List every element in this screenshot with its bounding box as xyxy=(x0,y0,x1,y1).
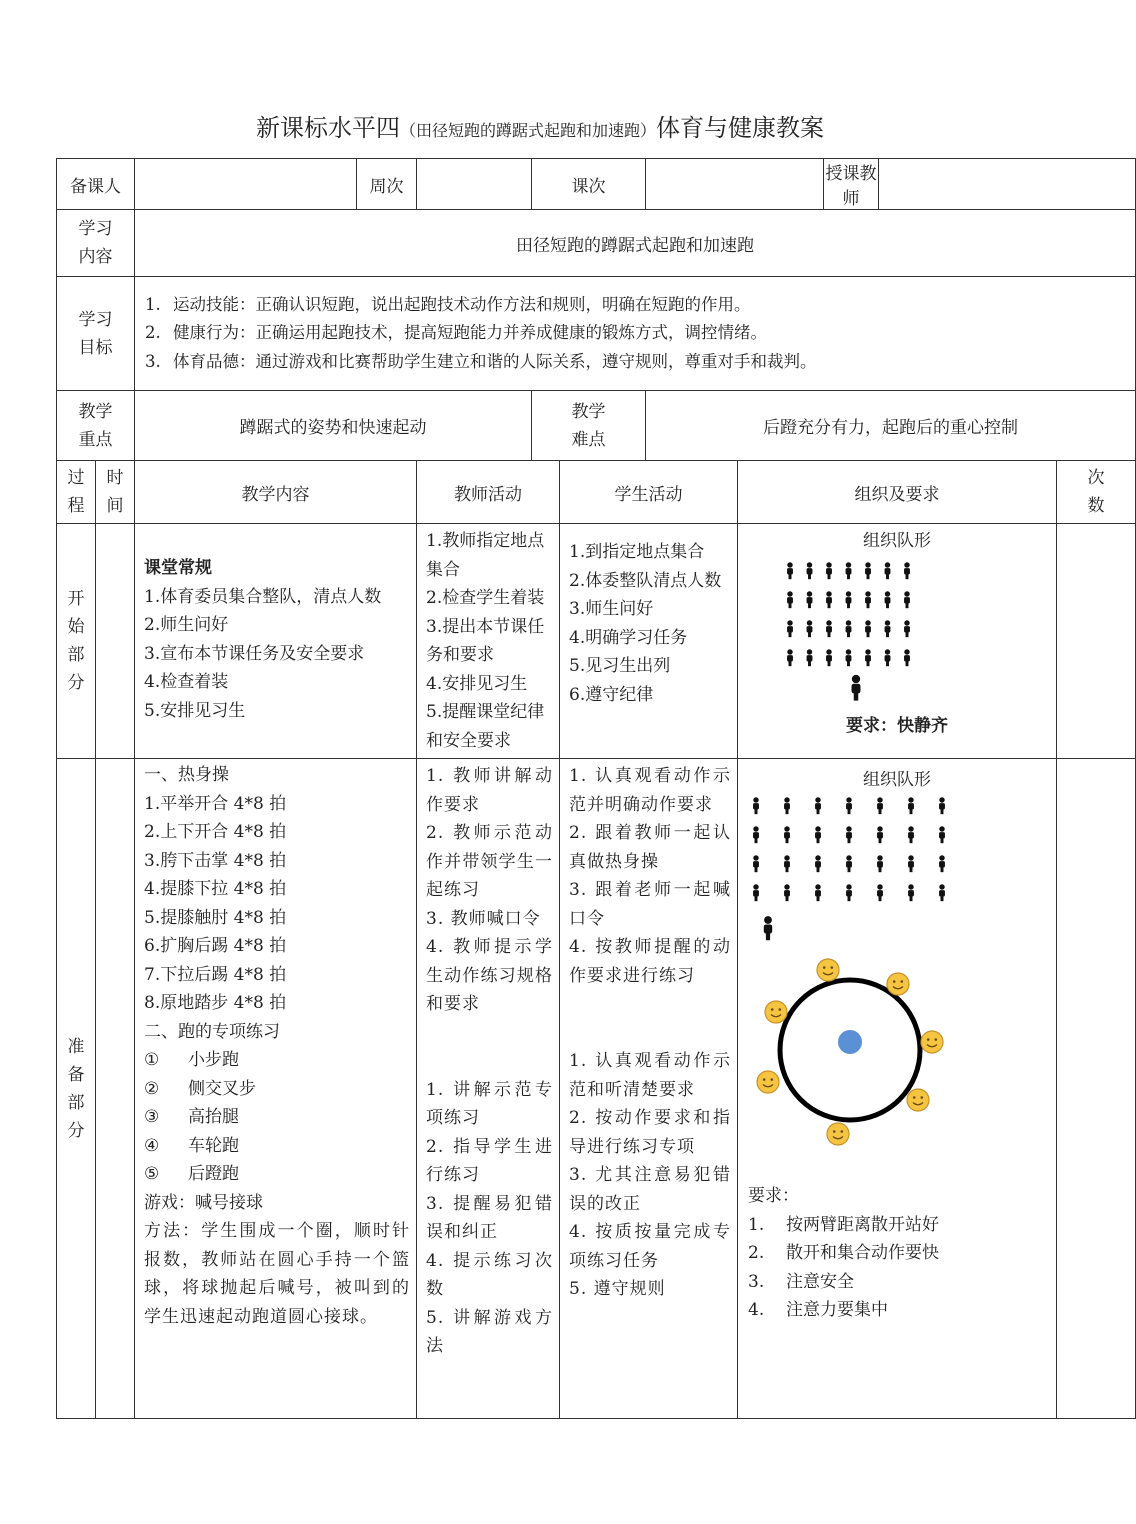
start-content-title: 课堂常规 xyxy=(144,558,212,578)
org-requirement: 要求：快静齐 xyxy=(846,716,948,736)
list-item: 3.胯下击掌 4*8 拍 xyxy=(144,850,287,871)
student-marker xyxy=(877,855,883,872)
student-marker xyxy=(784,884,790,901)
start-section-label: 开始部分 xyxy=(57,524,96,759)
student-marker xyxy=(885,620,891,637)
student-marker xyxy=(846,855,852,872)
student-marker xyxy=(815,855,821,872)
col-count: 次数 xyxy=(1057,461,1136,524)
list-item: 3.提出本节课任务和要求 xyxy=(426,616,545,665)
teacher-marker xyxy=(852,675,861,701)
list-item: 二、跑的专项练习 xyxy=(144,1021,280,1042)
title-main-right: 体育与健康教案 xyxy=(656,114,824,142)
list-item: 1. 教师讲解动作要求 xyxy=(426,766,553,815)
col-student: 学生活动 xyxy=(560,461,738,524)
requirement-item: 1. 按两臂距离散开站好 xyxy=(748,1214,939,1235)
student-marker xyxy=(787,620,793,637)
student-marker xyxy=(939,884,945,901)
student-marker xyxy=(877,797,883,814)
key-point-value: 蹲踞式的姿势和快速起动 xyxy=(135,391,532,461)
lesson-label: 课次 xyxy=(532,159,646,210)
drill-item: ① 小步跑 xyxy=(144,1050,239,1070)
list-item: 5.提膝触肘 4*8 拍 xyxy=(144,907,287,928)
list-item: 1.教师指定地点集合 xyxy=(426,531,545,580)
student-marker xyxy=(908,884,914,901)
list-item: 5.提醒课堂纪律和安全要求 xyxy=(426,702,545,751)
start-teacher-cell xyxy=(417,524,560,759)
lesson-plan-table xyxy=(56,158,1136,1419)
preparer-value xyxy=(135,159,357,210)
list-item: 2. 跟着教师一起认真做热身操 xyxy=(569,823,731,872)
student-marker xyxy=(787,649,793,666)
smiley-icon xyxy=(765,1001,787,1023)
student-marker xyxy=(904,649,910,666)
objectives-row xyxy=(57,277,1136,391)
smiley-icon xyxy=(817,959,839,981)
start-student-cell xyxy=(560,524,738,759)
list-item: 1. 讲解示范专项练习 xyxy=(426,1079,553,1128)
list-item: 1.体育委员集合整队，清点人数 xyxy=(144,586,382,607)
title-main-left: 新课标水平四 xyxy=(255,114,400,142)
preparer-label: 备课人 xyxy=(57,159,135,210)
list-item: 3. 跟着老师一起喊口令 xyxy=(569,880,731,929)
list-item: 3. 尤其注意易犯错误的改正 xyxy=(569,1165,731,1214)
student-marker xyxy=(753,826,759,843)
list-item: 2.师生问好 xyxy=(144,615,229,635)
list-item: 6.扩胸后踢 4*8 拍 xyxy=(144,936,287,956)
prep-student-cell xyxy=(560,759,738,1419)
list-item: 1. 认真观看动作示范并明确动作要求 xyxy=(569,766,731,815)
student-marker xyxy=(807,620,813,637)
org-title: 组织队形 xyxy=(863,531,931,551)
title-sub: （田径短跑的蹲踞式起跑和加速跑） xyxy=(399,121,656,140)
content-label: 学习内容 xyxy=(57,210,135,277)
list-item: 5. 讲解游戏方法 xyxy=(426,1307,553,1356)
student-marker xyxy=(753,884,759,901)
list-item: 4. 按教师提醒的动作要求进行练习 xyxy=(569,937,731,986)
list-item: 2.上下开合 4*8 拍 xyxy=(144,822,287,842)
student-marker xyxy=(753,855,759,872)
list-item: 5.见习生出列 xyxy=(569,656,671,676)
teacher-value xyxy=(879,159,1136,210)
student-marker xyxy=(787,562,793,579)
start-time-cell xyxy=(96,524,135,759)
start-section-row xyxy=(57,524,1136,759)
student-marker xyxy=(846,591,852,608)
requirement-item: 3. 注意安全 xyxy=(748,1271,854,1292)
teacher-label: 授课教师 xyxy=(824,159,879,210)
student-marker xyxy=(826,591,832,608)
student-marker xyxy=(939,826,945,843)
student-marker xyxy=(865,649,871,666)
list-item: 4. 按质按量完成专项练习任务 xyxy=(569,1222,731,1271)
col-content: 教学内容 xyxy=(135,461,417,524)
student-marker xyxy=(784,826,790,843)
prep-org-cell xyxy=(738,759,1057,1419)
objective-item: 1. 运动技能：正确认识短跑，说出起跑技术动作方法和规则，明确在短跑的作用。 xyxy=(145,294,751,314)
list-item: 5. 遵守规则 xyxy=(569,1279,666,1299)
student-marker xyxy=(885,591,891,608)
student-marker xyxy=(877,826,883,843)
student-marker xyxy=(908,826,914,843)
list-item: 4.安排见习生 xyxy=(426,673,528,694)
col-teacher: 教师活动 xyxy=(417,461,560,524)
list-item: 6.遵守纪律 xyxy=(569,684,654,705)
drill-item: ④ 车轮跑 xyxy=(144,1135,239,1156)
list-item: 1.到指定地点集合 xyxy=(569,542,705,562)
smiley-icon xyxy=(757,1071,779,1093)
list-item: 3.宣布本节课任务及安全要求 xyxy=(144,643,365,664)
student-marker xyxy=(826,620,832,637)
list-item: 2.体委整队清点人数 xyxy=(569,570,722,591)
list-item: 4.检查着装 xyxy=(144,672,229,692)
objective-item: 2. 健康行为：正确运用起跑技术，提高短跑能力并养成健康的锻炼方式，调控情绪。 xyxy=(145,323,767,343)
student-marker xyxy=(904,562,910,579)
drill-item: ③ 高抬腿 xyxy=(144,1107,239,1127)
student-marker xyxy=(846,884,852,901)
prep-section-label: 准备部分 xyxy=(57,759,96,1419)
list-item: 3.师生问好 xyxy=(569,599,654,619)
difficulty-label: 教学难点 xyxy=(532,391,646,461)
student-marker xyxy=(865,591,871,608)
student-marker xyxy=(846,562,852,579)
student-marker xyxy=(908,797,914,814)
student-marker xyxy=(846,826,852,843)
student-marker xyxy=(846,649,852,666)
smiley-icon xyxy=(907,1089,929,1111)
ball-center-marker xyxy=(838,1030,862,1054)
student-marker xyxy=(753,797,759,814)
student-marker xyxy=(815,826,821,843)
start-content-cell xyxy=(135,524,417,759)
prep-section-row xyxy=(57,759,1136,1419)
col-process: 过程 xyxy=(57,461,96,524)
student-marker xyxy=(784,855,790,872)
content-value: 田径短跑的蹲踞式起跑和加速跑 xyxy=(135,210,1136,277)
student-marker xyxy=(807,591,813,608)
list-item: 4.提膝下拉 4*8 拍 xyxy=(144,879,287,899)
list-item: 8.原地踏步 4*8 拍 xyxy=(144,993,287,1013)
student-marker xyxy=(807,649,813,666)
drill-item: ② 侧交叉步 xyxy=(144,1078,256,1099)
list-item: 4. 提示练习次数 xyxy=(426,1250,553,1299)
student-marker xyxy=(815,797,821,814)
list-item: 1. 认真观看动作示范和听清楚要求 xyxy=(569,1051,731,1100)
page-title xyxy=(0,108,1080,143)
week-label: 周次 xyxy=(357,159,417,210)
student-marker xyxy=(885,649,891,666)
start-count-cell xyxy=(1057,524,1136,759)
objective-item: 3. 体育品德：通过游戏和比赛帮助学生建立和谐的人际关系，遵守规则，尊重对手和裁判。 xyxy=(145,351,817,371)
lesson-value xyxy=(646,159,824,210)
student-marker xyxy=(865,620,871,637)
smiley-icon xyxy=(827,1123,849,1145)
prep-content-cell xyxy=(135,759,417,1419)
objectives-label: 学习目标 xyxy=(57,277,135,391)
week-value xyxy=(417,159,532,210)
list-item: 一、热身操 xyxy=(144,765,229,785)
requirement-item: 2. 散开和集合动作要快 xyxy=(748,1243,939,1263)
col-org: 组织及要求 xyxy=(738,461,1057,524)
student-marker xyxy=(885,562,891,579)
student-marker xyxy=(846,797,852,814)
list-item: 4.明确学习任务 xyxy=(569,627,688,648)
student-marker xyxy=(939,855,945,872)
col-time: 时间 xyxy=(96,461,135,524)
list-item: 4. 教师提示学生动作练习规格和要求 xyxy=(426,937,553,1014)
prep-teacher-cell xyxy=(417,759,560,1419)
prep-count-cell xyxy=(1057,759,1136,1419)
student-marker xyxy=(807,562,813,579)
student-marker xyxy=(939,797,945,814)
game-method: 方法：学生围成一个圈，顺时针报数，教师站在圆心手持一个篮球，将球抛起后喊号，被叫到的学生迅速起动跑道圆心接球。 xyxy=(144,1221,410,1327)
key-point-label: 教学重点 xyxy=(57,391,135,461)
drill-item: ⑤ 后蹬跑 xyxy=(144,1164,239,1184)
game-title: 游戏：喊号接球 xyxy=(144,1192,263,1213)
student-marker xyxy=(904,620,910,637)
student-marker xyxy=(865,562,871,579)
student-marker xyxy=(877,884,883,901)
org-title: 组织队形 xyxy=(863,770,931,790)
column-header-row xyxy=(57,461,1136,524)
prep-time-cell xyxy=(96,759,135,1419)
student-marker xyxy=(815,884,821,901)
circle-game-diagram xyxy=(738,950,964,1180)
student-marker xyxy=(846,620,852,637)
formation-diagram xyxy=(738,551,964,711)
student-marker xyxy=(784,797,790,814)
list-item: 3. 教师喊口令 xyxy=(426,908,541,929)
header-row xyxy=(57,159,1136,210)
student-marker xyxy=(826,562,832,579)
difficulty-value: 后蹬充分有力，起跑后的重心控制 xyxy=(646,391,1136,461)
list-item: 2.检查学生着装 xyxy=(426,588,545,608)
list-item: 3. 提醒易犯错误和纠正 xyxy=(426,1193,553,1242)
objectives-list xyxy=(135,277,1136,391)
key-points-row xyxy=(57,391,1136,461)
student-marker xyxy=(908,855,914,872)
start-org-cell xyxy=(738,524,1057,759)
smiley-icon xyxy=(921,1031,943,1053)
student-marker xyxy=(904,591,910,608)
list-item: 2. 指导学生进行练习 xyxy=(426,1136,553,1185)
list-item: 5.安排见习生 xyxy=(144,700,246,721)
formation-diagram xyxy=(738,790,964,950)
student-marker xyxy=(787,591,793,608)
requirement-item: 4. 注意力要集中 xyxy=(748,1300,888,1320)
teacher-marker xyxy=(764,916,772,940)
list-item: 2. 教师示范动作并带领学生一起练习 xyxy=(426,823,553,900)
list-item: 2. 按动作要求和指导进行练习专项 xyxy=(569,1108,731,1157)
smiley-icon xyxy=(887,973,909,995)
list-item: 1.平举开合 4*8 拍 xyxy=(144,793,287,814)
list-item: 7.下拉后踢 4*8 拍 xyxy=(144,964,287,985)
content-row xyxy=(57,210,1136,277)
student-marker xyxy=(826,649,832,666)
requirement-label: 要求： xyxy=(748,1186,799,1206)
